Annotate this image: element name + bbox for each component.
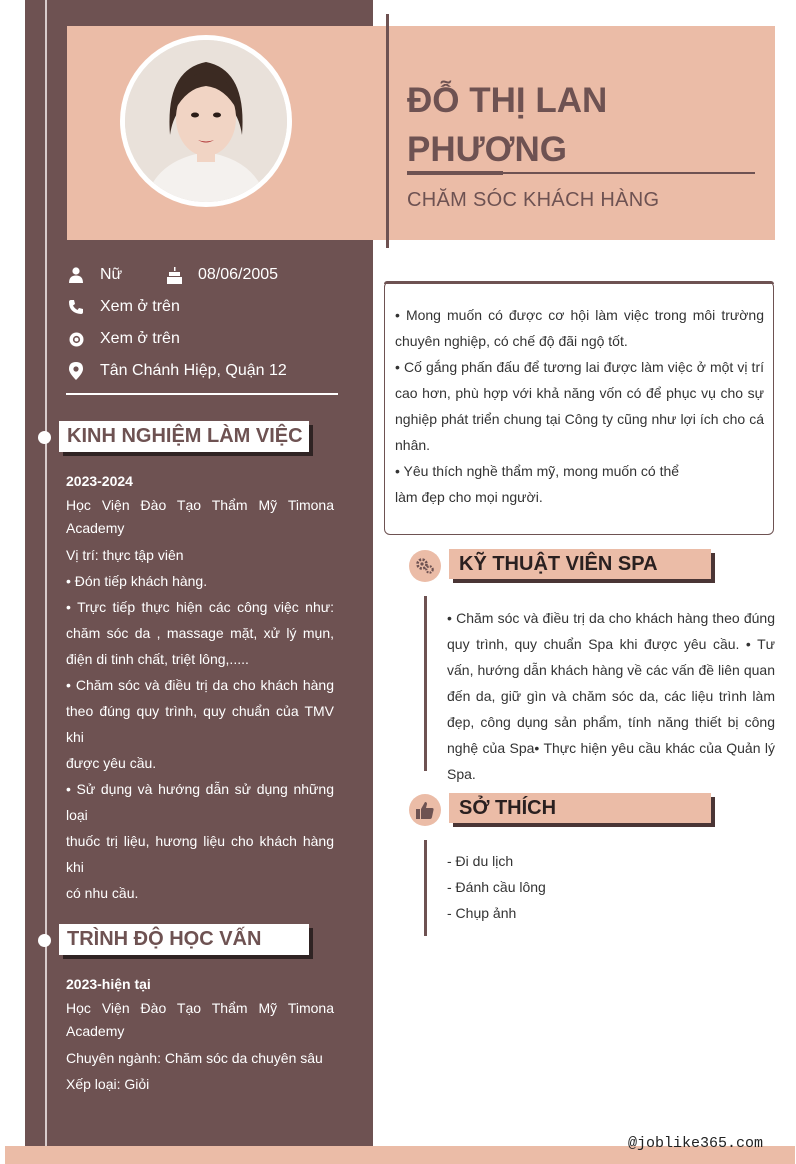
location-pin-icon (66, 361, 86, 381)
skill-vertical-line (424, 596, 427, 771)
timeline-dot (38, 934, 51, 947)
hobby-item: - Đánh cầu lông (447, 879, 546, 895)
experience-line: được yêu cầu. (66, 755, 157, 771)
timeline-line (45, 0, 47, 1164)
name-underline-accent (407, 171, 503, 175)
education-period: 2023-hiện tại (66, 976, 151, 992)
education-grade: Xếp loại: Giỏi (66, 1076, 150, 1092)
email-value: Xem ở trên (100, 330, 180, 347)
experience-line: • Chăm sóc và điều trị da cho khách hàng theo đúng quy trình, quy chuẩn của TMV khi (66, 677, 334, 745)
objective-line: • Mong muốn có được cơ hội làm việc trong môi trường chuyên nghiệp, có chế độ đãi ngộ tốt. (395, 307, 764, 349)
contact-address (66, 361, 287, 381)
experience-heading: KINH NGHIỆM LÀM VIỆC (67, 425, 303, 447)
education-heading: TRÌNH ĐỘ HỌC VẤN (67, 928, 262, 950)
experience-line: thuốc trị liệu, hương liệu cho khách hàng khi (66, 833, 334, 875)
education-major: Chuyên ngành: Chăm sóc da chuyên sâu (66, 1050, 323, 1066)
experience-line: • Trực tiếp thực hiện các công việc như: chăm sóc da , massage mặt, xử lý mụn, điện di tinh chất, triệt lông,..... (66, 599, 334, 667)
experience-line: • Đón tiếp khách hàng. (66, 573, 208, 589)
education-content (66, 971, 334, 1097)
contact-birthday (164, 265, 278, 285)
hobby-heading-box (449, 793, 711, 823)
avatar (125, 40, 287, 202)
gears-icon (409, 550, 441, 582)
skill-heading-box (449, 549, 711, 579)
job-title: CHĂM SÓC KHÁCH HÀNG (407, 189, 660, 211)
career-objective (384, 281, 774, 535)
skill-content (447, 605, 775, 787)
hobby-list (447, 848, 775, 926)
skill-text: • Chăm sóc và điều trị da cho khách hàng theo đúng quy trình, quy chuẩn Spa khi được yêu cầu. • Tư vấn, hướng dẫn khách hàng về các vấn đề liên quan đến da, giữ gìn và chăm sóc da, các liệu trình làm đẹp, công dụng sản phẩm, tính năng thiết bị công nghệ của Spa• Thực hiện yêu cầu khác của Quản lý Spa. (447, 610, 775, 782)
hobby-item: - Đi du lịch (447, 853, 514, 869)
education-school: Học Viện Đào Tạo Thẩm Mỹ Timona Academy (66, 1000, 334, 1039)
birthday-value: 08/06/2005 (198, 266, 279, 283)
objective-line: làm đẹp cho mọi người. (395, 489, 543, 505)
contact-email (66, 329, 180, 349)
candidate-name: ĐỖ THỊ LAN PHƯƠNG (407, 81, 608, 169)
watermark: @joblike365.com (628, 1135, 764, 1152)
contact-phone (66, 297, 180, 317)
cake-icon (164, 265, 184, 285)
at-icon (66, 329, 86, 349)
experience-position: Vị trí: thực tập viên (66, 547, 184, 563)
experience-content (66, 468, 334, 906)
experience-line: • Sử dụng và hướng dẫn sử dụng những loại (66, 781, 334, 823)
objective-top-border (384, 281, 774, 284)
objective-line: • Cố gắng phấn đấu để tương lai được làm việc ở một vị trí cao hơn, phù hợp với khả năng vốn có để phục vụ cho sự nghiệp phát triển chung tại Công ty cũng như lợi ích cho cá nhân. (395, 359, 764, 453)
experience-period: 2023-2024 (66, 473, 133, 489)
experience-line: có nhu cầu. (66, 885, 139, 901)
education-heading-box (59, 924, 309, 955)
header-divider (386, 14, 389, 248)
experience-heading-box (59, 421, 309, 452)
hobby-vertical-line (424, 840, 427, 936)
hobby-item: - Chụp ảnh (447, 905, 517, 921)
contact-separator (66, 393, 338, 395)
experience-company: Học Viện Đào Tạo Thẩm Mỹ Timona Academy (66, 497, 334, 536)
thumbs-up-icon (409, 794, 441, 826)
gender-value: Nữ (100, 266, 123, 283)
phone-value: Xem ở trên (100, 298, 180, 315)
contact-gender (66, 265, 122, 285)
timeline-dot (38, 431, 51, 444)
address-value: Tân Chánh Hiệp, Quận 12 (100, 362, 287, 379)
objective-line: • Yêu thích nghề thẩm mỹ, mong muốn có thể (395, 463, 680, 479)
person-icon (66, 265, 86, 285)
phone-icon (66, 297, 86, 317)
avatar-photo-placeholder (125, 40, 287, 202)
hobby-heading: SỞ THÍCH (459, 797, 557, 819)
skill-heading: KỸ THUẬT VIÊN SPA (459, 553, 658, 575)
avatar-frame (120, 35, 292, 207)
